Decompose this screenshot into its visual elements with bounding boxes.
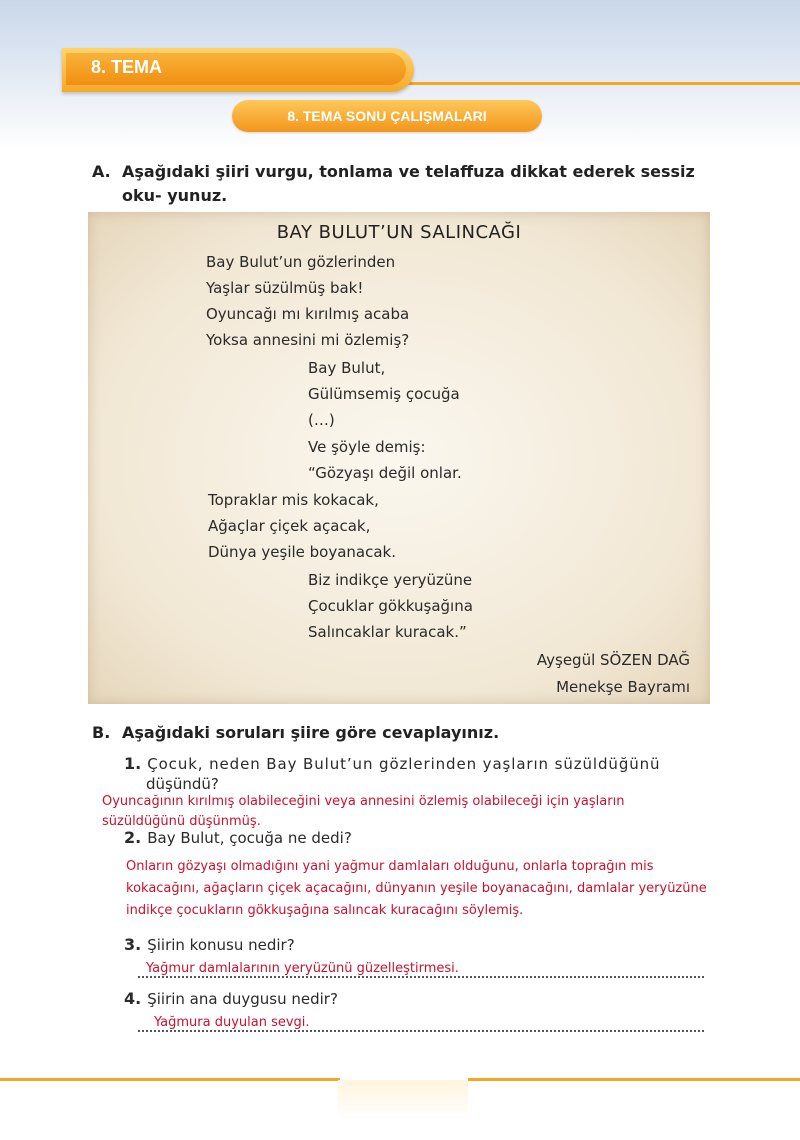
answer-3-dotted-line: [138, 976, 704, 978]
answer-1-line1: Oyuncağının kırılmış olabileceğini veya annesini özlemiş olabileceği için yaşların: [102, 794, 625, 809]
poem-line: (…): [308, 411, 335, 429]
question-number: 4.: [124, 989, 142, 1008]
poem-line: Dünya yeşile boyanacak.: [208, 543, 397, 561]
question-number: 1.: [124, 754, 142, 773]
question-2: [124, 828, 352, 848]
poem-line: Biz indikçe yeryüzüne: [308, 571, 473, 589]
answer-2-line1: Onların gözyaşı olmadığını yani yağmur damlaları olduğunu, onlarla toprağın mis: [126, 859, 654, 874]
answer-4-dotted-line: [138, 1030, 704, 1032]
poem-author: Ayşegül SÖZEN DAĞ: [536, 651, 690, 669]
poem-line: Ağaçlar çiçek açacak,: [208, 517, 371, 535]
theme-end-title: 8. TEMA SONU ÇALIŞMALARI: [287, 108, 487, 124]
section-a-letter: A.: [92, 162, 111, 181]
page-number-tab: [338, 1080, 468, 1120]
section-b-letter: B.: [92, 723, 111, 742]
answer-2-line3: indikçe çocukların gökkuşağına salıncak kuracağını söylemiş.: [126, 903, 524, 918]
question-text: Çocuk, neden Bay Bulut’un gözlerinden yaşların süzüldüğünü: [147, 755, 661, 773]
answer-2-line2: kokacağını, ağaçların çiçek açacağını, dünyanın yeşile boyanacağını, damlalar yeryüzüne: [126, 881, 707, 896]
question-text: Bay Bulut, çocuğa ne dedi?: [147, 829, 352, 847]
question-text: Şiirin ana duygusu nedir?: [147, 990, 338, 1008]
footer-line-right: [468, 1078, 800, 1081]
poem-line: Salıncaklar kuracak.”: [308, 623, 467, 641]
section-a: [92, 160, 732, 208]
header-divider-line: [400, 82, 800, 85]
poem-line: Gülümsemiş çocuğa: [308, 385, 460, 403]
question-1-line2: düşündü?: [146, 775, 219, 793]
poem-title: BAY BULUT’UN SALINCAĞI: [276, 222, 522, 243]
poem-line: Ve şöyle demiş:: [308, 438, 426, 456]
footer-line-left: [0, 1078, 340, 1081]
section-b: [92, 723, 499, 742]
poem-line: Topraklar mis kokacak,: [208, 491, 379, 509]
poem-line: Yoksa annesini mi özlemiş?: [206, 331, 410, 349]
theme-title: 8. TEMA: [91, 57, 163, 77]
question-1: [124, 754, 714, 774]
poem-line: “Gözyaşı değil onlar.: [308, 464, 462, 482]
question-4: [124, 989, 338, 1009]
question-3: [124, 935, 295, 955]
answer-3: Yağmur damlalarının yeryüzünü güzelleştirmesi.: [146, 961, 459, 976]
poem-line: Çocuklar gökkuşağına: [308, 597, 473, 615]
section-a-instruction: Aşağıdaki şiiri vurgu, tonlama ve telaffuza dikkat ederek sessiz oku- yunuz.: [122, 162, 695, 205]
question-number: 2.: [124, 828, 142, 847]
section-b-instruction: Aşağıdaki soruları şiire göre cevaplayınız.: [122, 723, 500, 742]
poem-line: Bay Bulut,: [308, 359, 386, 377]
question-number: 3.: [124, 935, 142, 954]
poem-source: Menekşe Bayramı: [556, 678, 690, 696]
answer-4: Yağmura duyulan sevgi.: [154, 1015, 310, 1030]
question-text: Şiirin konusu nedir?: [147, 936, 295, 954]
answer-1-line2: süzüldüğünü düşünmüş.: [102, 814, 261, 829]
poem-line: Oyuncağı mı kırılmış acaba: [206, 305, 410, 323]
poem-line: Bay Bulut’un gözlerinden: [206, 253, 396, 271]
poem-line: Yaşlar süzülmüş bak!: [206, 279, 364, 297]
